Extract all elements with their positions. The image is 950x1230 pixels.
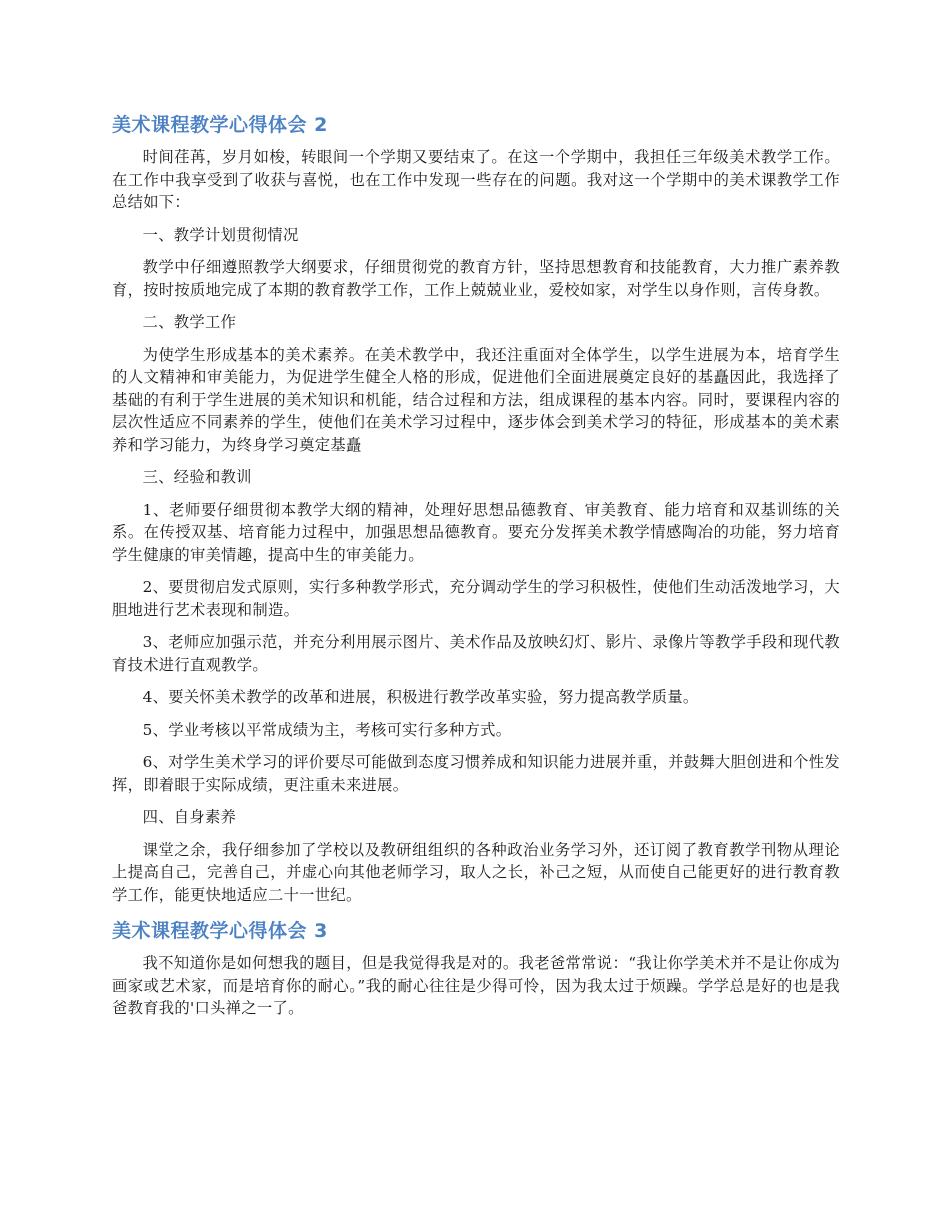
subheading-teaching: 二、教学工作 bbox=[142, 313, 237, 331]
self-paragraph: 课堂之余，我仔细参加了学校以及教研组组织的各种政治业务学习外，还订阅了教育教学刊物从理论上提高自己，完善自己，并虚心向其他老师学习，取人之长，补己之短，从而使自己能更好的进行教育教学工作，能更快地适应二十一世纪。 bbox=[112, 840, 840, 904]
subheading-self: 四、自身素养 bbox=[142, 808, 237, 826]
experience-item-2: 2、要贯彻启发式原则，实行多种教学形式，充分调动学生的学习积极性，使他们生动活泼地学习，大胆地进行艺术表现和制造。 bbox=[112, 578, 840, 619]
teaching-paragraph: 为使学生形成基本的美术素养。在美术教学中，我还注重面对全体学生，以学生进展为本，培育学生的人文精神和审美能力，为促进学生健全人格的形成，促进他们全面进展奠定良好的基矗因此，我选择了基础的有利于学生进展的美术知识和机能，结合过程和方法，组成课程的基本内容。同时，要课程内容的层次性适应不同素养的学生，使他们在美术学习过程中，逐步体会到美术学习的特征，形成基本的美术素养和学习能力，为终身学习奠定基矗 bbox=[112, 345, 840, 454]
section-2 bbox=[112, 110, 840, 906]
experience-item-3: 3、老师应加强示范，并充分利用展示图片、美术作品及放映幻灯、影片、录像片等教学手段和现代教育技术进行直观教学。 bbox=[112, 633, 840, 674]
experience-item-4: 4、要关怀美术教学的改革和进展，积极进行教学改革实验，努力提高教学质量。 bbox=[142, 688, 699, 706]
intro-paragraph: 时间荏苒，岁月如梭，转眼间一个学期又要结束了。在这一个学期中，我担任三年级美术教学工作。在工作中我享受到了收获与喜悦，也在工作中发现一些存在的问题。我对这一个学期中的美术课教学工作总结如下： bbox=[112, 148, 840, 211]
experience-item-1: 1、老师要仔细贯彻本教学大纲的精神，处理好思想品德教育、审美教育、能力培育和双基训练的关系。在传授双基、培育能力过程中，加强思想品德教育。要充分发挥美术教学情感陶冶的功能，努力培育学生健康的审美情趣，提高中生的审美能力。 bbox=[112, 500, 840, 564]
experience-item-6: 6、对学生美术学习的评价要尽可能做到态度习惯养成和知识能力进展并重，并鼓舞大胆创进和个性发挥，即着眼于实际成绩，更注重未来进展。 bbox=[112, 753, 840, 794]
section-title: 美术课程教学心得体会 2 bbox=[112, 114, 328, 136]
subheading-plan: 一、教学计划贯彻情况 bbox=[142, 225, 299, 244]
section-3-paragraph: 我不知道你是如何想我的题目，但是我觉得我是对的。我老爸常常说：“我让你学美术并不是让你成为画家或艺术家，而是培育你的耐心。”我的耐心往往是少得可怜，因为我太过于烦躁。学学总是好的也是我爸教育我的'口头禅之一了。 bbox=[112, 954, 840, 1017]
plan-paragraph: 教学中仔细遵照教学大纲要求，仔细贯彻党的教育方针，坚持思想教育和技能教育，大力推广素养教育，按时按质地完成了本期的教育教学工作，工作上兢兢业业，爱校如家，对学生以身作则，言传身教。 bbox=[112, 258, 840, 299]
section-title: 美术课程教学心得体会 3 bbox=[112, 920, 328, 942]
subheading-experience: 三、经验和教训 bbox=[142, 468, 252, 486]
experience-item-5: 5、学业考核以平常成绩为主，考核可实行多种方式。 bbox=[142, 720, 512, 739]
document-page bbox=[112, 110, 840, 1030]
section-3 bbox=[112, 916, 840, 1020]
